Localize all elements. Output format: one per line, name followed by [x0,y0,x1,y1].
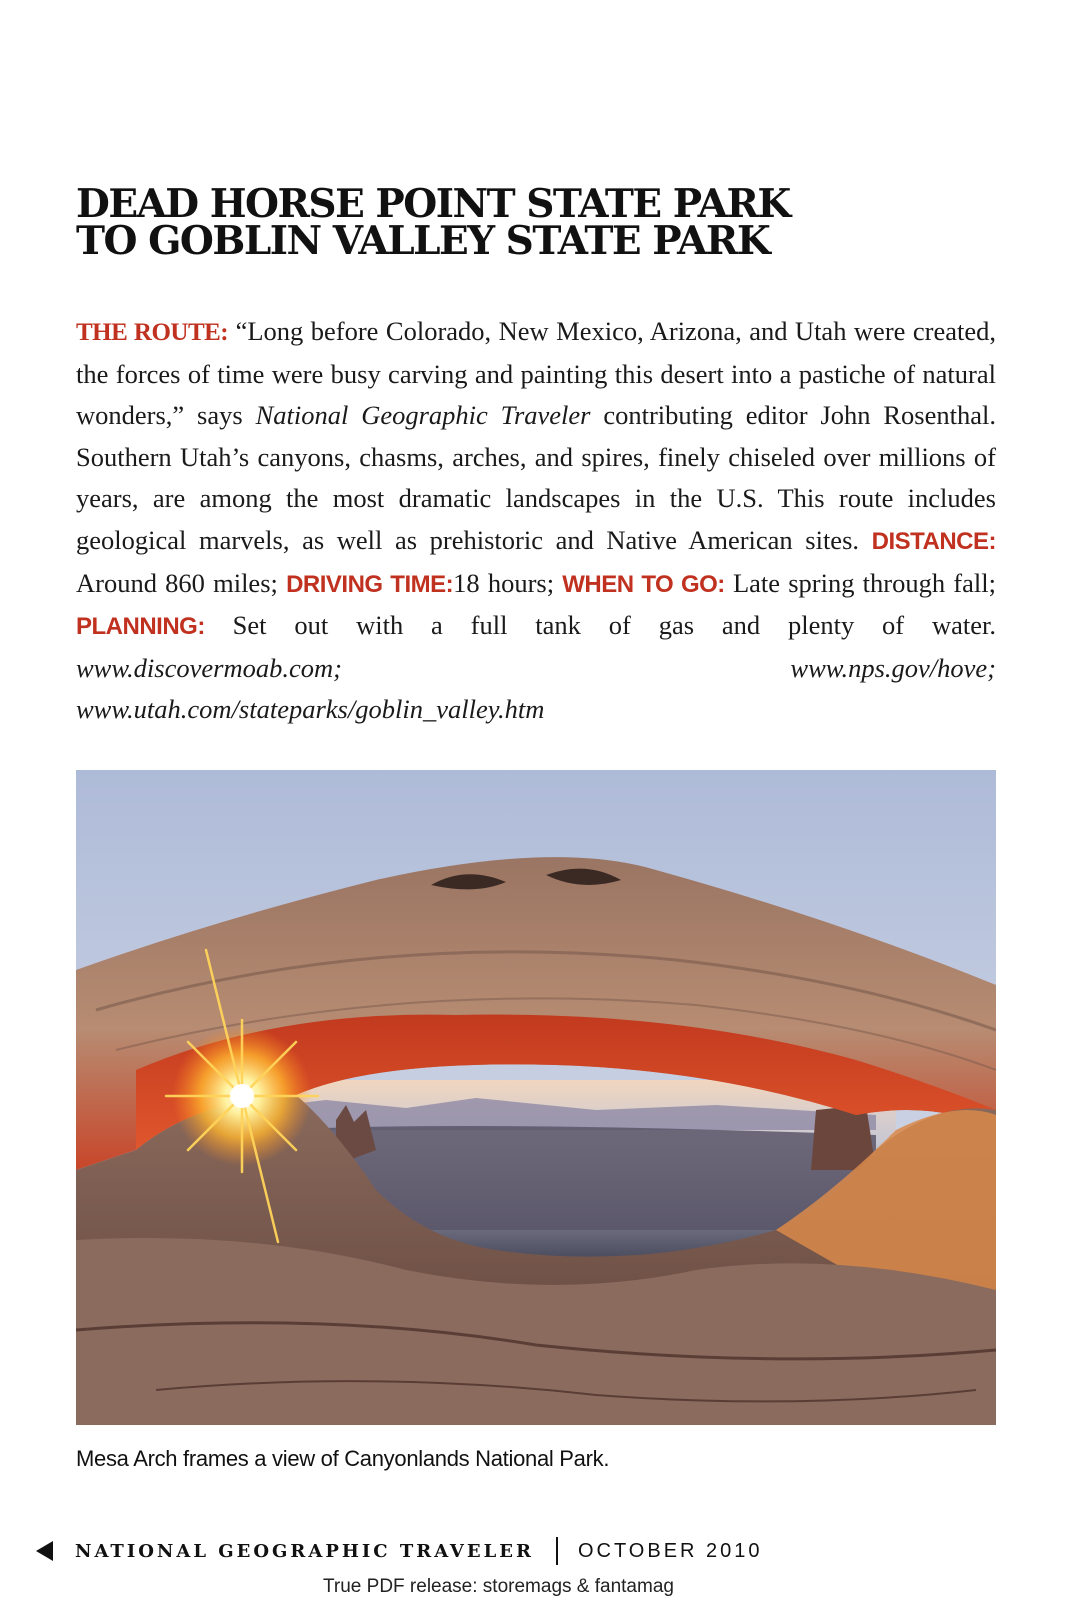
driving-time-label: DRIVING TIME: [286,570,454,598]
route-label: THE ROUTE: [76,319,229,346]
triangle-left-icon[interactable] [36,1541,53,1561]
release-note: True PDF release: storemags & fantamag [323,1576,674,1597]
article-links[interactable]: www.discovermoab.com; www.nps.gov/hove; www.utah.com/stateparks/goblin_valley.htm [76,652,996,725]
page-footer [36,1533,763,1569]
headline [76,181,996,264]
route-publication: National Geographic Traveler [255,400,591,431]
mesa-arch-photo [76,770,996,1425]
distance-text: Around 860 miles; [76,567,287,598]
planning-label: PLANNING: [76,613,205,641]
headline-line-2: TO GOBLIN VALLEY STATE PARK [76,218,770,264]
article-body [76,311,996,731]
distance-label: DISTANCE: [871,527,996,555]
route-text-1: “Long before Colorado, New Mexico, Arizona, and Utah were created, the forces of time were busy carving and painting this desert into a pastiche of natural wonders,” says [76,316,996,431]
driving-time-text: 18 hours; [453,567,563,598]
mesa-arch-illustration [76,770,996,1425]
photo-caption: Mesa Arch frames a view of Canyonlands National Park. [76,1446,610,1471]
route-text-2: contributing editor John Rosenthal. Southern Utah’s canyons, chasms, arches, and spires, finely chiseled over millions of years, are among the most dramatic landscapes in the U.S. This route includes geological marvels, as well as prehistoric and Native American sites. [76,400,996,555]
when-to-go-label: WHEN TO GO: [562,570,725,598]
issue-date: OCTOBER 2010 [577,1539,763,1562]
headline-line-1: DEAD HORSE POINT STATE PARK [76,181,790,227]
planning-text: Set out with a full tank of gas and plenty of water. [204,610,996,641]
when-to-go-text: Late spring through fall; [724,567,996,598]
magazine-name: NATIONAL GEOGRAPHIC TRAVELER [75,1540,534,1562]
footer-divider [556,1537,558,1565]
